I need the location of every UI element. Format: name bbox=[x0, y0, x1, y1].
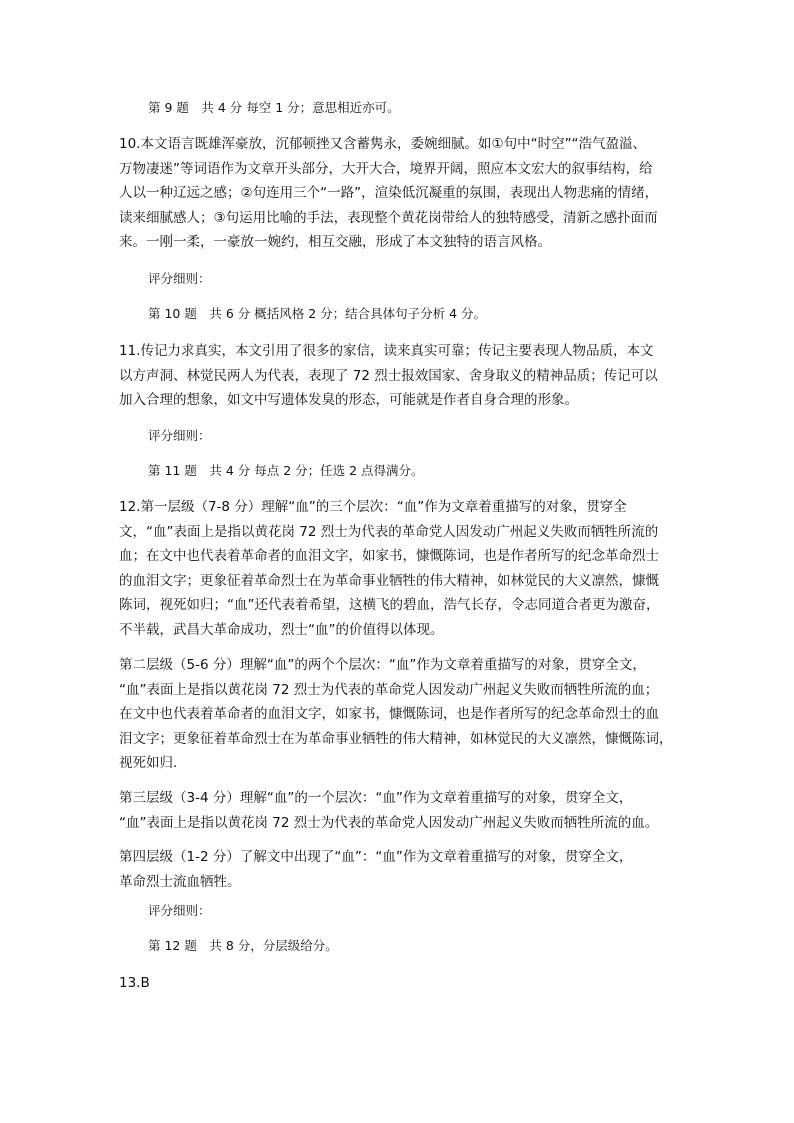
q12-level4: 第四层级（1-2 分）了解文中出现了“血”：“血”作为文章着重描写的对象，贯穿全文， 革命烈士流血牺牲。 bbox=[119, 849, 633, 890]
q12-level3: 第三层级（3-4 分）理解“血”的一个层次：“血”作为文章着重描写的对象，贯穿全文， “血”表面上是指以黄花岗 72 烈士为代表的革命党人因发动广州起义失败而牺牲所流的血。 bbox=[119, 790, 659, 831]
q11-answer: 11.传记力求真实，本文引用了很多的家信，读来真实可靠；传记主要表现人物品质，本文 以方声洞、林觉民两人为代表，表现了 72 烈士报效国家、舍身取义的精神品质；传记可以 加入合理的想象，如文中写遗体发臭的形态，可能就是作者自身合理的形象。 bbox=[119, 343, 658, 408]
q10-answer: 10.本文语言既雄浑豪放，沉郁顿挫又含蓄隽永，委婉细腻。如①句中“时空”“浩气盈溢、 万物凄迷”等词语作为文章开头部分，大开大合，境界开阔，照应本文宏大的叙事结构，给 人以一种辽远之感；②句连用三个“一路”，渲染低沉凝重的氛围，表现出人物悲痛的情绪， 读来细腻感人；③句运用比喻的手法，表现整个黄花岗带给人的独特感受，清新之感扑面而 来。一刚一柔，一豪放一婉约，相互交融，形成了本文独特的语言风格。 bbox=[119, 136, 659, 250]
q10-scoring-rule: 第 10 题 共 6 分 概括风格 2 分；结合具体句子分析 4 分。 bbox=[148, 306, 487, 321]
q13-answer: 13.B bbox=[119, 975, 150, 991]
q11-scoring-rule: 第 11 题 共 4 分 每点 2 分；任选 2 点得满分。 bbox=[148, 463, 424, 478]
q9-scoring-rule: 第 9 题 共 4 分 每空 1 分；意思相近亦可。 bbox=[148, 100, 400, 115]
score-label: 评分细则： bbox=[148, 903, 211, 918]
score-label: 评分细则： bbox=[148, 271, 211, 286]
q12-level1: 12.第一层级（7-8 分）理解“血”的三个层次：“血”作为文章着重描写的对象，贯穿全 文，“血”表面上是指以黄花岗 72 烈士为代表的革命党人因发动广州起义失败而牺牲所流的 血；在文中也代表着革命者的血泪文字，如家书，慷慨陈词，也是作者所写的纪念革命烈士 的血泪文字；更象征着革命烈士在为革命事业牺牲的伟大精神，如林觉民的大义凛然，慷慨 陈词，视死如归；“血”还代表着希望，这横飞的碧血，浩气长存，令志同道合者更为激奋， 不半载，武昌大革命成功，烈士“血”的价值得以体现。 bbox=[119, 499, 660, 638]
score-label: 评分细则： bbox=[148, 428, 211, 443]
q12-scoring-rule: 第 12 题 共 8 分，分层级给分。 bbox=[148, 938, 338, 953]
q12-level2: 第二层级（5-6 分）理解“血”的两个个层次：“血”作为文章着重描写的对象，贯穿全文， “血”表面上是指以黄花岗 72 烈士为代表的革命党人因发动广州起义失败而牺牲所流的血； 在文中也代表着革命者的血泪文字，如家书，慷慨陈词，也是作者所写的纪念革命烈士的血 泪文字；更象征着革命烈士在为革命事业牺牲的伟大精神，如林觉民的大义凛然，慷慨陈词， 视死如归. bbox=[119, 657, 673, 771]
